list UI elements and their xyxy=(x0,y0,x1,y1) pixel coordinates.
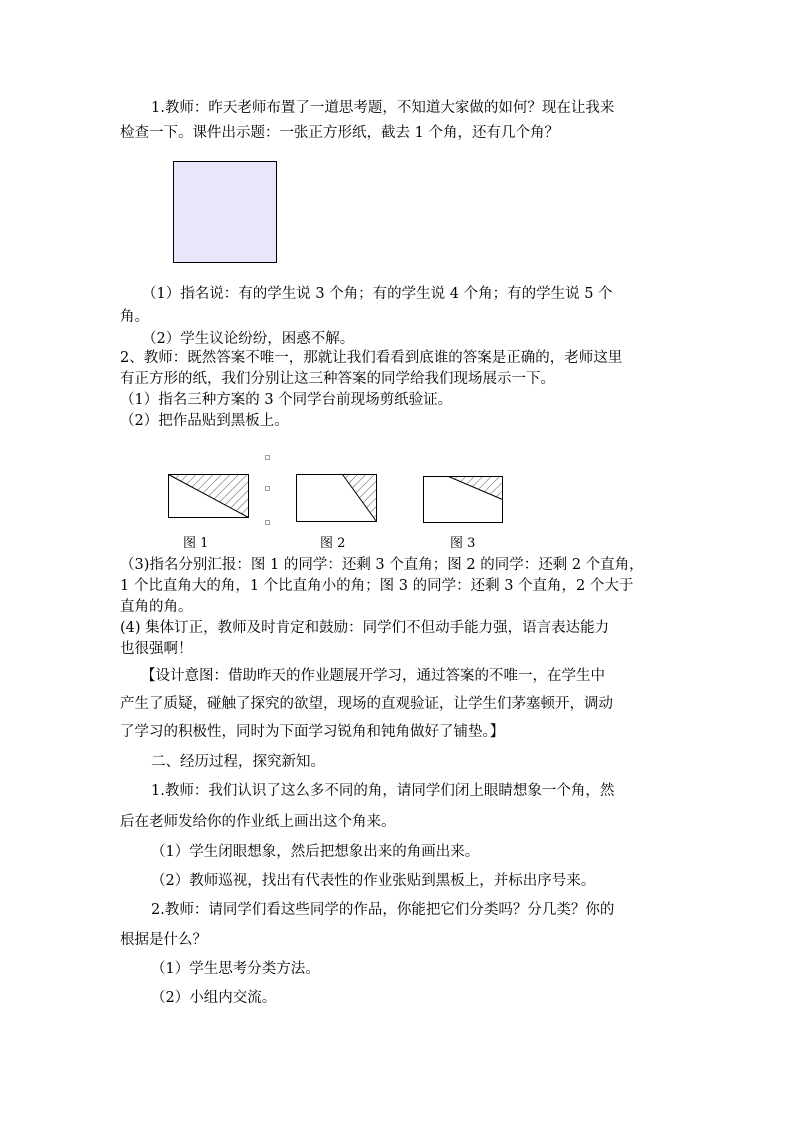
square-paper xyxy=(174,162,277,263)
text-line: 2.教师：请同学们看这些同学的作品，你能把它们分类吗？分几类？你的 xyxy=(151,902,615,918)
text-line: 根据是什么？ xyxy=(120,932,207,948)
text-line: 也很强啊！ xyxy=(120,641,193,657)
text-line: 产生了质疑，碰触了探究的欲望，现场的直观验证，让学生们茅塞顿开，调动 xyxy=(120,696,613,712)
text-line: 1.教师：我们认识了这么多不同的角，请同学们闭上眼睛想象一个角，然 xyxy=(151,783,615,799)
text-line: 2、教师：既然答案不唯一，那就让我们看看到底谁的答案是正确的，老师这里 xyxy=(120,350,623,366)
text-line: 角。 xyxy=(120,309,149,325)
figure-1-label: 图 1 xyxy=(183,536,209,551)
text-line: 后在老师发给你的作业纸上画出这个角来。 xyxy=(120,814,396,830)
figure-3-label: 图 3 xyxy=(450,536,476,551)
text-line: 1.教师：昨天老师布置了一道思考题，不知道大家做的如何？现在让我来 xyxy=(151,100,615,116)
placeholder-box xyxy=(266,521,270,525)
text-line: （1）指名三种方案的 3 个同学台前现场剪纸验证。 xyxy=(120,392,453,408)
text-line: （1）学生思考分类方法。 xyxy=(151,961,320,977)
figure-3 xyxy=(424,476,503,523)
text-line: 检查一下。课件出示题：一张正方形纸，截去 1 个角，还有几个角？ xyxy=(120,125,559,141)
placeholder-box xyxy=(266,487,270,491)
text-line: （2）学生议论纷纷，困惑不解。 xyxy=(142,331,355,347)
figure-2 xyxy=(297,474,377,522)
text-line: 【设计意图：借助昨天的作业题展开学习，通过答案的不唯一，在学生中 xyxy=(141,668,605,684)
figure-1 xyxy=(168,474,249,518)
text-line: （2）把作品贴到黑板上。 xyxy=(120,413,289,429)
text-line: 有正方形的纸，我们分别让这三种答案的同学给我们现场展示一下。 xyxy=(120,371,555,387)
text-line: （2）小组内交流。 xyxy=(151,990,277,1006)
figure-2-label: 图 2 xyxy=(320,536,346,551)
text-line: （3)指名分别汇报：图 1 的同学：还剩 3 个直角；图 2 的同学：还剩 2 个直角， xyxy=(120,557,644,573)
text-line: 直角的角。 xyxy=(120,599,193,615)
text-line: 1 个比直角大的角，1 个比直角小的角；图 3 的同学：还剩 3 个直角，2 个大于 xyxy=(120,578,634,594)
text-line: 二、经历过程，探究新知。 xyxy=(151,754,325,770)
text-line: （1）学生闭眼想象，然后把想象出来的角画出来。 xyxy=(151,844,480,860)
placeholder-box xyxy=(266,456,270,460)
text-line: 了学习的积极性，同时为下面学习锐角和钝角做好了铺垫。】 xyxy=(120,724,505,740)
text-line: （2）教师巡视，找出有代表性的作业张贴到黑板上，并标出序号来。 xyxy=(151,873,596,889)
text-line: (4) 集体订正，教师及时肯定和鼓励：同学们不但动手能力强，语言表达能力 xyxy=(120,620,610,636)
text-line: （1）指名说：有的学生说 3 个角；有的学生说 4 个角；有的学生说 5 个 xyxy=(142,286,613,302)
